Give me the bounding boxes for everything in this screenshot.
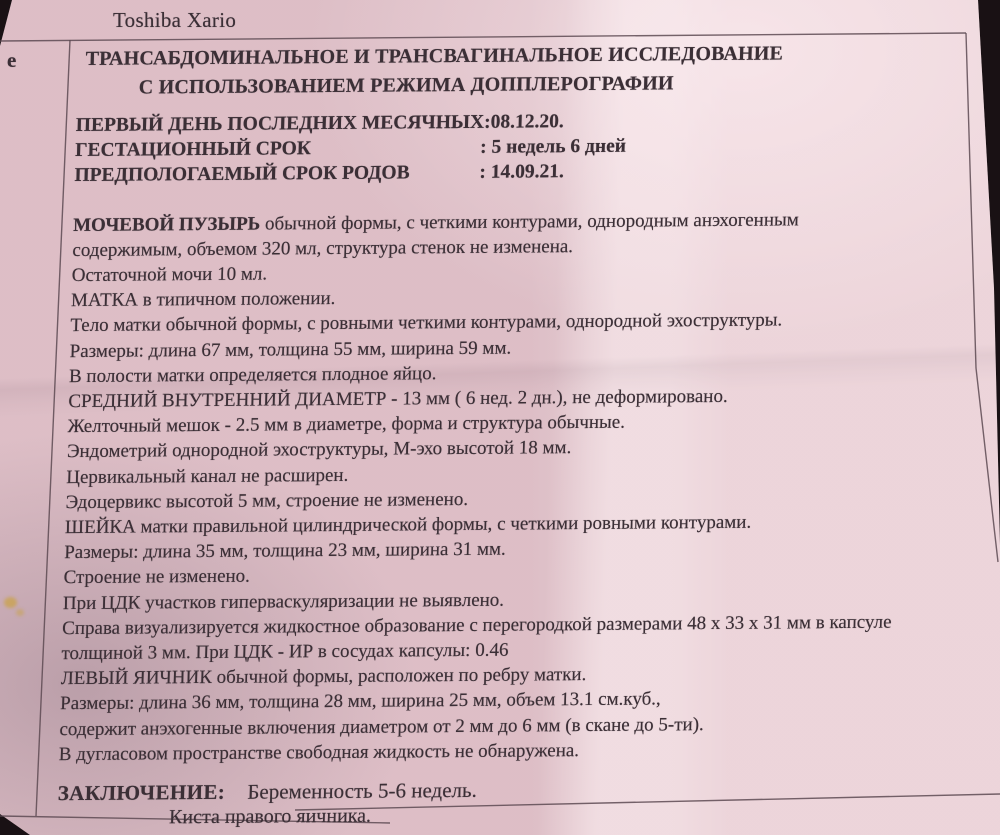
report-line-text: Справа визуализируется жидкостное образование с перегородкой размерами 48 x 33 x 31 мм в капсуле xyxy=(61,611,892,640)
date-label: ПРЕДПОЛОГАЕМЫЙ СРОК РОДОВ xyxy=(74,162,410,187)
date-label: ПЕРВЫЙ ДЕНЬ ПОСЛЕДНИХ МЕСЯЧНЫХ: xyxy=(75,111,491,137)
date-value: : 5 недель 6 дней xyxy=(479,135,627,159)
report-line-text: СРЕДНИЙ ВНУТРЕННИЙ ДИАМЕТР - 13 мм ( 6 нед. 2 дн.), не деформировано. xyxy=(68,385,729,413)
report-line-text: Размеры: длина 67 мм, толщина 55 мм, ширина 59 мм. xyxy=(69,337,512,362)
report-line-text: Тело матки обычной формы, с ровными четкими контурами, однородной эхоструктуры. xyxy=(70,309,783,337)
conclusion-label: ЗАКЛЮЧЕНИЕ: xyxy=(57,779,243,806)
report-line-text: Желточный мешок - 2.5 мм в диаметре, форма и структура обычные. xyxy=(67,411,626,438)
date-rows xyxy=(74,106,991,189)
report-line-text: обычной формы, с четкими контурами, однородным анэхогенным xyxy=(260,208,800,235)
report-line-text: В дугласовом пространстве свободная жидкость не обнаружена. xyxy=(58,739,580,766)
device-label: Toshiba Xario xyxy=(113,8,237,32)
report-line-text: Эндометрий однородной эхоструктуры, М-эхо высотой 18 мм. xyxy=(66,437,572,463)
report-line-text: содержит анэхогенные включения диаметром от 2 мм до 6 мм (в скане до 5-ти). xyxy=(59,713,705,740)
date-value: : 14.09.21. xyxy=(479,161,565,184)
report-title-line2: С ИСПОЛЬЗОВАНИЕМ РЕЖИМА ДОППЛЕРОГРАФИИ xyxy=(138,72,675,99)
report-line-text: Цервикальный канал не расширен. xyxy=(66,464,349,488)
date-value: 08.12.20. xyxy=(490,111,565,133)
report-body xyxy=(58,193,988,767)
report-line-text: Строение не изменено. xyxy=(63,566,251,589)
report-line-text: толщиной 3 мм. При ЦДК - ИР в сосудах капсулы: 0.46 xyxy=(61,639,509,665)
report-line-text: содержимым, объемом 320 мл, структура стенок не изменена. xyxy=(72,235,574,261)
report-line-text: ШЕЙКА матки правильной цилиндрической формы, с четкими ровными контурами. xyxy=(64,511,752,539)
report-line-text: Размеры: длина 36 мм, толщина 28 мм, ширина 25 мм, объем 13.1 см.куб., xyxy=(59,688,662,715)
report-line-text: ЛЕВЫЙ ЯИЧНИК обычной формы, расположен по ребру матки. xyxy=(60,664,587,690)
date-label: ГЕСТАЦИОННЫЙ СРОК xyxy=(74,138,312,162)
report-content xyxy=(57,38,993,832)
report-line-text: Размеры: длина 35 мм, толщина 23 мм, ширина 31 мм. xyxy=(63,538,507,564)
left-column-text-fragment: e xyxy=(7,48,17,72)
report-line-text: Остаточной мочи 10 мл. xyxy=(71,263,268,287)
report-line-lead: МОЧЕВОЙ ПУЗЫРЬ xyxy=(72,213,261,236)
report-title-line1: ТРАНСАБДОМИНАЛЬНОЕ И ТРАНСВАГИНАЛЬНОЕ ИССЛЕДОВАНИЕ xyxy=(85,42,784,70)
report-line-text: Эдоцервикс высотой 5 мм, строение не изменено. xyxy=(65,488,469,513)
report-line-text: МАТКА в типичном положении. xyxy=(70,288,336,312)
report-line-text: При ЦДК участков гиперваскуляризации не выявлено. xyxy=(62,589,505,614)
conclusion-text-line1: Беременность 5-6 недель. xyxy=(247,777,478,804)
conclusion-text-line2: Киста правого яичника. xyxy=(168,805,372,829)
report-line-text: В полости матки определяется плодное яйцо. xyxy=(68,363,437,387)
